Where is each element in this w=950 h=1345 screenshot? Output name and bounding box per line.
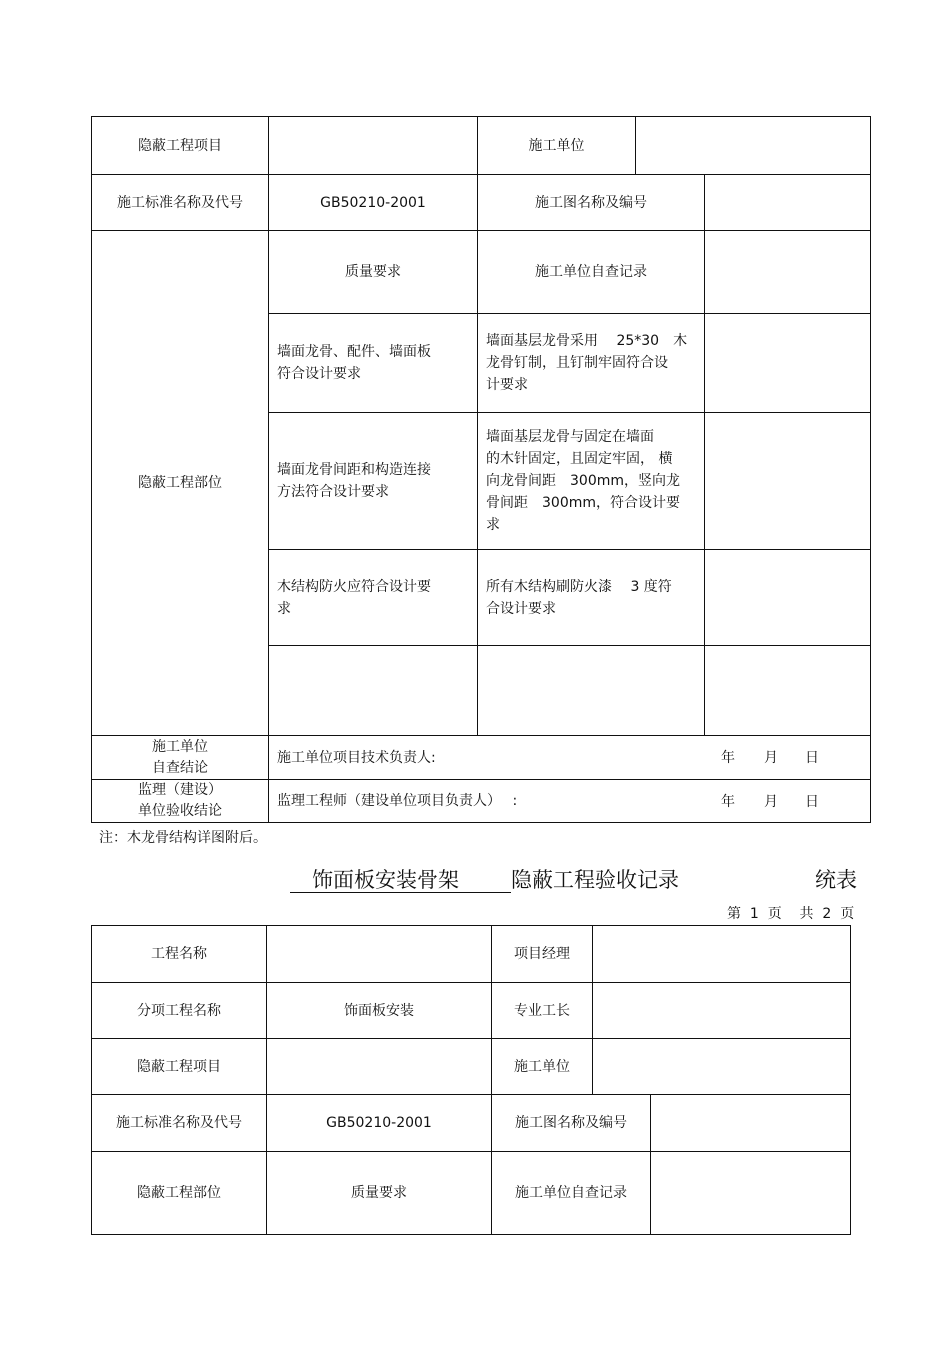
standard-label: 施工标准名称及代号 [117, 194, 243, 211]
table-border [870, 116, 871, 823]
project-name-value[interactable] [267, 926, 491, 982]
quality-header: 质量要求 [345, 264, 401, 280]
hidden-item-value[interactable] [267, 1039, 491, 1094]
quality-requirement: 木结构防火应符合设计要 求 [277, 578, 431, 617]
selfcheck-record: 墙面基层龙骨采用 25*30 木 龙骨钉制，且钉制牢固符合设 计要求 [486, 333, 688, 393]
contractor-value[interactable] [636, 117, 870, 174]
foreman-label: 专业工长 [514, 1002, 570, 1019]
form-title [290, 864, 679, 894]
quality-requirement: 墙面龙骨间距和构造连接 方法符合设计要求 [277, 462, 431, 500]
date-year: 年 [721, 794, 735, 810]
date-day: 日 [805, 750, 819, 766]
selfcheck-record: 所有木结构刷防火漆 3 度符 合设计要求 [486, 578, 672, 617]
project-manager-label: 项目经理 [514, 946, 570, 962]
selfcheck-record: 墙面基层龙骨与固定在墙面 的木针固定，且固定牢固， 横 向龙骨间距 300mm，竖向龙 骨间距 300mm，符合设计要 求 [486, 429, 680, 533]
standard-value: GB50210-2001 [326, 1115, 432, 1131]
standard-value: GB50210-2001 [320, 194, 426, 211]
table-border [704, 174, 705, 735]
foreman-value[interactable] [593, 983, 850, 1038]
date-day: 日 [805, 794, 819, 810]
page-info: 第 1 页 共 2 页 [727, 906, 855, 922]
title-underlined: 饰面板安装骨架 [290, 868, 481, 893]
drawing-label: 施工图名称及编号 [515, 1115, 627, 1131]
date-year: 年 [721, 750, 735, 766]
table-border [850, 925, 851, 1235]
table-border [91, 1234, 851, 1235]
self-conclusion-label: 施工单位 自查结论 [152, 738, 208, 776]
selfcheck-header: 施工单位自查记录 [535, 264, 647, 280]
subitem-label: 分项工程名称 [137, 1002, 221, 1019]
selfcheck-value[interactable] [651, 1152, 850, 1234]
hidden-part-label: 隐蔽工程部位 [138, 475, 222, 491]
supervision-signer: 监理工程师（建设单位项目负责人） : [277, 793, 518, 809]
contractor-label: 施工单位 [528, 137, 585, 154]
subitem-value: 饰面板安装 [344, 1002, 414, 1019]
selfcheck-header: 施工单位自查记录 [515, 1185, 627, 1201]
hidden-item-value[interactable] [269, 117, 477, 174]
hidden-item-label: 隐蔽工程项目 [138, 137, 222, 154]
standard-label: 施工标准名称及代号 [116, 1115, 242, 1131]
self-conclusion-signer: 施工单位项目技术负责人: [277, 749, 436, 766]
drawing-label: 施工图名称及编号 [535, 194, 647, 211]
contractor-label: 施工单位 [514, 1058, 570, 1075]
drawing-value[interactable] [705, 175, 870, 230]
hidden-part-label: 隐蔽工程部位 [137, 1185, 221, 1201]
supervision-label: 监理（建设） 单位验收结论 [138, 782, 222, 819]
contractor-value[interactable] [593, 1039, 850, 1094]
date-month: 月 [764, 794, 778, 810]
quality-requirement: 墙面龙骨、配件、墙面板 符合设计要求 [277, 344, 431, 382]
table-border [268, 645, 871, 646]
drawing-value[interactable] [651, 1095, 850, 1151]
table-border [91, 822, 871, 823]
footnote: 注：木龙骨结构详图附后。 [99, 830, 267, 846]
quality-header: 质量要求 [351, 1185, 407, 1201]
hidden-item-label: 隐蔽工程项目 [137, 1058, 221, 1075]
title-right: 统表 [815, 868, 857, 892]
project-name-label: 工程名称 [151, 946, 207, 962]
project-manager-value[interactable] [593, 926, 850, 982]
date-month: 月 [764, 750, 778, 766]
title-rest: 隐蔽工程验收记录 [511, 868, 679, 892]
